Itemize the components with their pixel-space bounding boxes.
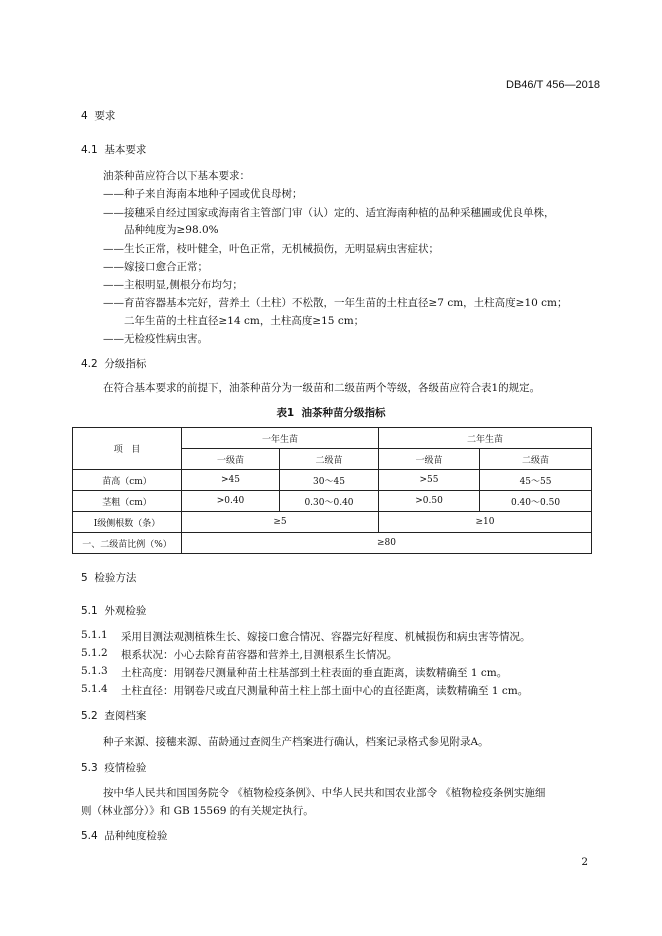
clause-number: 5.1.3 — [81, 665, 108, 677]
table-cell: 45～55 — [480, 470, 592, 491]
section-5-4-heading: 5.4 品种纯度检验 — [81, 830, 168, 842]
clause-number: 5.1.2 — [81, 647, 108, 659]
table-header-grade: 一级苗 — [182, 449, 280, 470]
section-5-heading: 5 检验方法 — [81, 572, 137, 584]
table-cell: ≥80 — [182, 533, 592, 554]
grading-paragraph: 在符合基本要求的前提下，油茶种苗分为一级苗和二级苗两个等级，各级苗应符合表1的规定。 — [103, 382, 541, 394]
table-cell: 0.30～0.40 — [280, 491, 379, 512]
table-row — [73, 491, 592, 512]
section-5-3-heading: 5.3 疫情检验 — [81, 762, 147, 774]
clause-number: 5.1.1 — [81, 629, 108, 641]
requirement-item: ——无检疫性病虫害。 — [103, 333, 208, 345]
table-header-grade: 一级苗 — [379, 449, 480, 470]
requirement-item: ——主根明显,侧根分布均匀； — [103, 279, 243, 291]
requirement-item: ——接穗采自经过国家或海南省主管部门审（认）定的、适宜海南种植的品种采穗圃或优良单株， — [103, 207, 555, 219]
requirement-item: ——生长正常，枝叶健全，叶色正常，无机械损伤，无明显病虫害症状； — [103, 243, 439, 255]
quarantine-paragraph: 按中华人民共和国国务院令 《植物检疫条例》、中华人民共和国农业部令 《植物检疫条例实施细 — [103, 787, 546, 799]
table-row — [73, 470, 592, 491]
page-number: 2 — [581, 856, 588, 868]
table-cell: >0.40 — [182, 491, 280, 512]
table-cell: ≥5 — [182, 512, 379, 533]
table-header-year2: 二年生苗 — [379, 428, 592, 449]
section-5-2-heading: 5.2 查阅档案 — [81, 710, 147, 722]
table-cell: >45 — [182, 470, 280, 491]
table-cell: 0.40～0.50 — [480, 491, 592, 512]
table-header-item: 项 目 — [73, 428, 182, 470]
row-label: 一、二级苗比例（%） — [73, 533, 182, 554]
table-cell: 30～45 — [280, 470, 379, 491]
clause-text: 采用目测法观测植株生长、嫁接口愈合情况、容器完好程度、机械损伤和病虫害等情况。 — [121, 631, 531, 643]
clause-text: 土柱直径：用钢卷尺或直尺测量种苗土柱上部土面中心的直径距离，读数精确至 1 cm。 — [121, 685, 529, 697]
records-paragraph: 种子来源、接穗来源、苗龄通过查阅生产档案进行确认，档案记录格式参见附录A。 — [103, 736, 489, 748]
table-caption: 表1 油茶种苗分级指标 — [276, 407, 386, 419]
requirement-item-continued: 品种纯度为≥98.0% — [124, 224, 219, 236]
clause-text: 根系状况：小心去除育苗容器和营养土,目测根系生长情况。 — [121, 649, 398, 661]
section-5-1-heading: 5.1 外观检验 — [81, 605, 147, 617]
table-row — [73, 533, 592, 554]
requirement-item: ——种子来自海南本地种子园或优良母树； — [103, 188, 303, 200]
table-header-year1: 一年生苗 — [182, 428, 379, 449]
requirement-item: ——嫁接口愈合正常； — [103, 261, 208, 273]
requirement-item-continued: 二年生苗的土柱直径≥14 cm，土柱高度≥15 cm； — [124, 315, 365, 327]
section-4-2-heading: 4.2 分级指标 — [81, 358, 147, 370]
document-code-header: DB46/T 456—2018 — [506, 79, 600, 91]
row-label: 茎粗（cm） — [73, 491, 182, 512]
section-4-heading: 4 要求 — [81, 110, 116, 122]
table-cell: ≥10 — [379, 512, 592, 533]
section-4-1-heading: 4.1 基本要求 — [81, 144, 147, 156]
clause-number: 5.1.4 — [81, 683, 108, 695]
requirements-intro: 油茶种苗应符合以下基本要求： — [103, 170, 250, 182]
grading-table — [72, 427, 592, 554]
requirement-item: ——育苗容器基本完好，营养土（土柱）不松散，一年生苗的土柱直径≥7 cm，土柱高度≥10 cm； — [103, 297, 568, 309]
quarantine-paragraph-continued: 则（林业部分）》和 GB 15569 的有关规定执行。 — [81, 805, 314, 817]
table-cell: >0.50 — [379, 491, 480, 512]
row-label: Ⅰ级侧根数（条） — [73, 512, 182, 533]
table-header-grade: 二级苗 — [280, 449, 379, 470]
table-header-grade: 二级苗 — [480, 449, 592, 470]
table-row — [73, 512, 592, 533]
row-label: 苗高（cm） — [73, 470, 182, 491]
table-cell: >55 — [379, 470, 480, 491]
clause-text: 土柱高度：用钢卷尺测量种苗土柱基部到土柱表面的垂直距离，读数精确至 1 cm。 — [121, 667, 508, 679]
